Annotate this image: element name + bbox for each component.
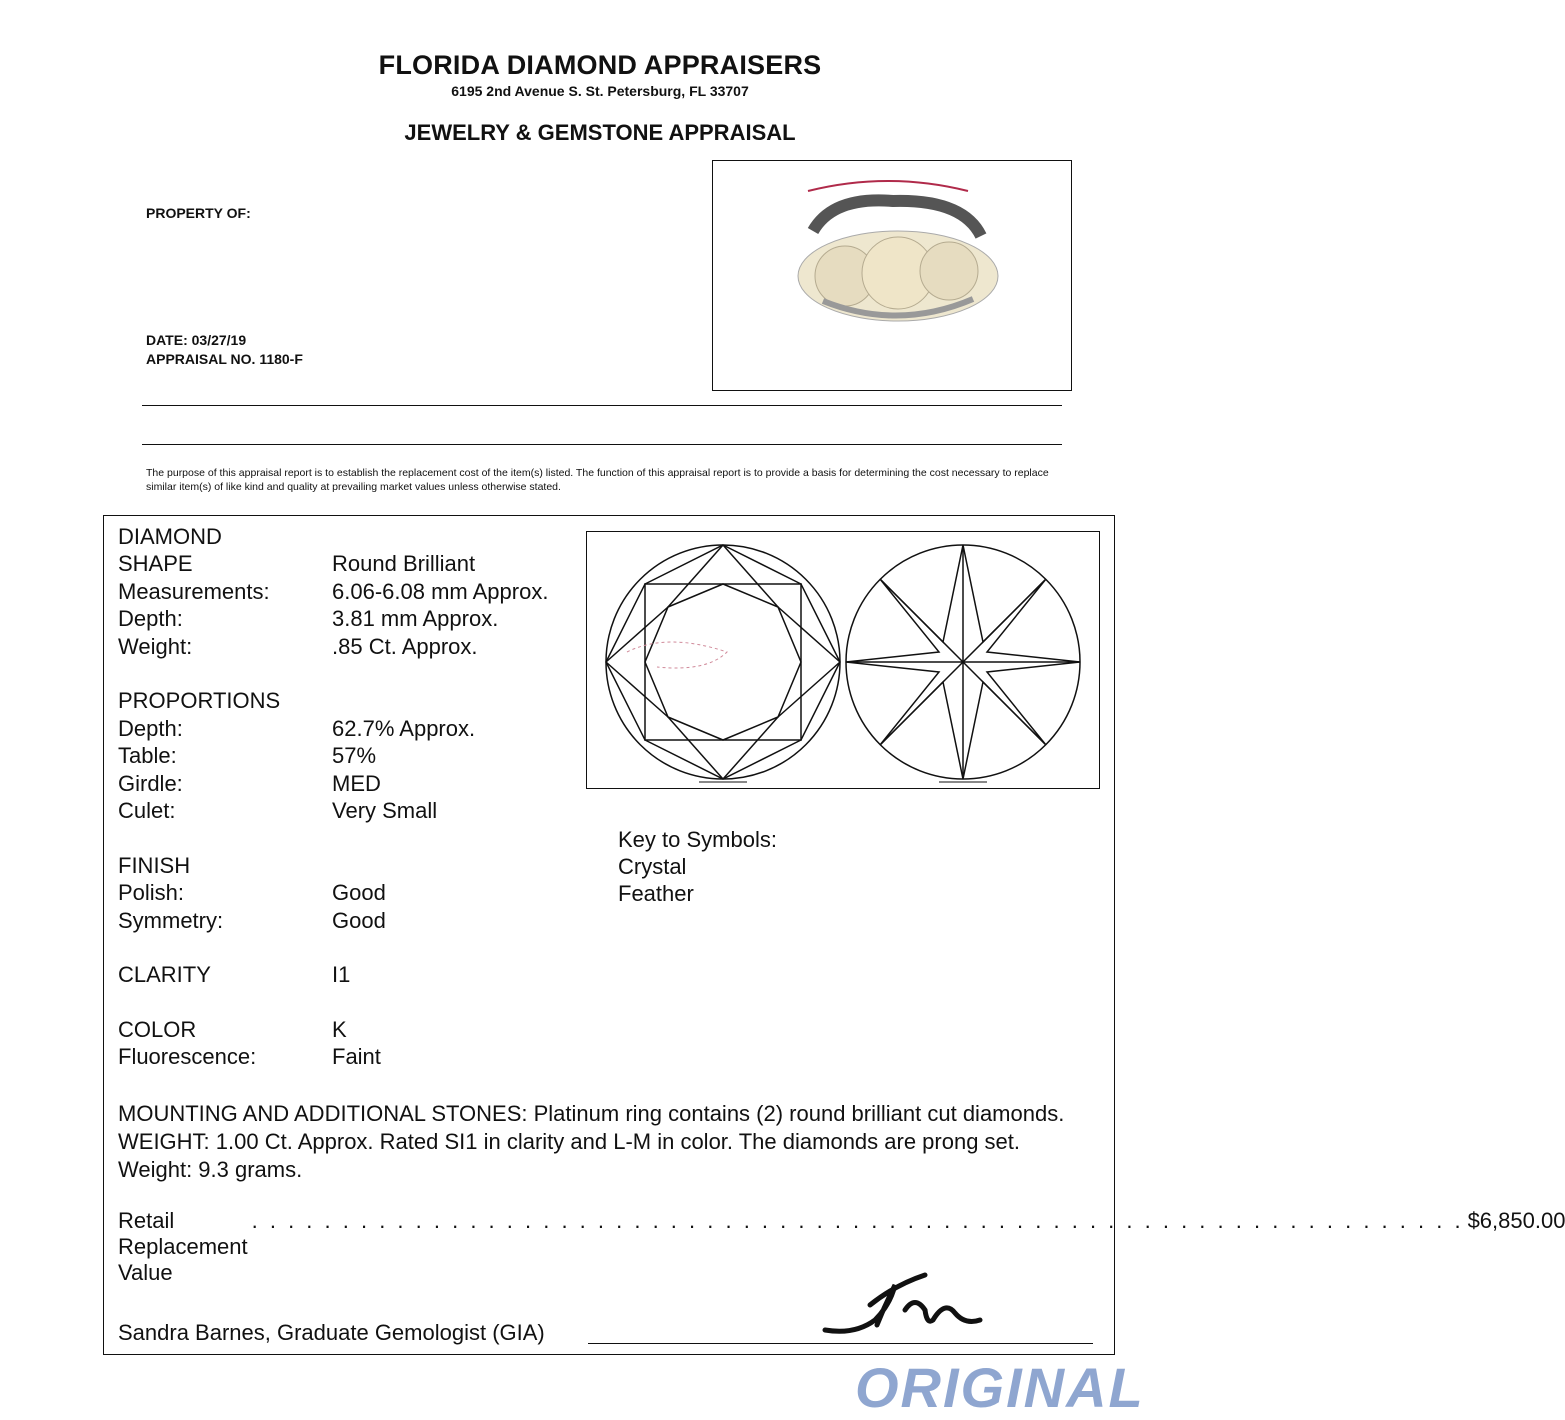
proportion-depth-row: Depth: 62.7% Approx. bbox=[118, 716, 476, 741]
purpose-statement: The purpose of this appraisal report is to establish the replacement cost of the item(s) listed. The function of this appraisal report is to provide a basis for determining the cost necessary to replace similar item(s) of like kind and quality at prevailing market values unless otherwise stated. bbox=[146, 467, 1049, 493]
company-name: FLORIDA DIAMOND APPRAISERS bbox=[378, 50, 822, 80]
key-heading: Key to Symbols: bbox=[618, 827, 777, 852]
weight-value: .85 Ct. Approx. bbox=[332, 634, 478, 659]
symbol-key bbox=[618, 826, 777, 907]
polish-row: Polish: Good bbox=[118, 880, 386, 905]
blank-line bbox=[142, 405, 1062, 406]
depth-row: Depth: 3.81 mm Approx. bbox=[118, 606, 499, 631]
finish-heading: FINISH bbox=[118, 853, 191, 878]
measurements-row: Measurements: 6.06-6.08 mm Approx. bbox=[118, 579, 549, 604]
symmetry-value: Good bbox=[332, 908, 386, 933]
fluorescence-value: Faint bbox=[332, 1044, 381, 1069]
color-row: COLOR K bbox=[118, 1017, 347, 1042]
culet-value: Very Small bbox=[332, 798, 438, 823]
key-item-crystal: Crystal bbox=[618, 854, 687, 879]
diamond-heading: DIAMOND bbox=[118, 524, 222, 549]
table-value: 57% bbox=[332, 743, 377, 768]
depth-value: 3.81 mm Approx. bbox=[332, 606, 499, 631]
color-value: K bbox=[332, 1017, 347, 1042]
girdle-row: Girdle: MED bbox=[118, 771, 381, 796]
weight-row: Weight: .85 Ct. Approx. bbox=[118, 634, 478, 659]
appraisal-number: APPRAISAL NO. 1180-F bbox=[146, 351, 303, 367]
proportion-depth-value: 62.7% Approx. bbox=[332, 716, 476, 741]
document-title: JEWELRY & GEMSTONE APPRAISAL bbox=[404, 120, 796, 145]
retail-label: Retail Replacement Value bbox=[118, 1208, 248, 1285]
handwritten-signature bbox=[815, 1265, 985, 1345]
symmetry-row: Symmetry: Good bbox=[118, 908, 386, 933]
leader-dots: . . . . . . . . . . . . . . . . . . . . . . . . . . . . . . . . . . . . . . . . . . . . . . . . . . . . . . . . . . . . . . . . . . . bbox=[251, 1208, 1464, 1233]
girdle-value: MED bbox=[332, 771, 381, 796]
pavilion-view bbox=[846, 545, 1080, 779]
mounting-description: MOUNTING AND ADDITIONAL STONES: Platinum ring contains (2) round brilliant cut diamonds. WEIGHT: 1.00 Ct. Approx. Rated SI1 in clarity and L-M in color. The diamonds are prong set. Weight: 9.3 grams. bbox=[118, 1101, 1065, 1182]
clarity-row: CLARITY I1 bbox=[118, 962, 351, 987]
polish-value: Good bbox=[332, 880, 386, 905]
fluorescence-row: Fluorescence: Faint bbox=[118, 1044, 381, 1069]
table-row: Table: 57% bbox=[118, 743, 377, 768]
shape-row: SHAPE Round Brilliant bbox=[118, 551, 476, 576]
retail-value: $6,850.00 bbox=[1467, 1208, 1565, 1233]
clarity-value: I1 bbox=[332, 962, 351, 987]
measurements-value: 6.06-6.08 mm Approx. bbox=[332, 579, 549, 604]
shape-value: Round Brilliant bbox=[332, 551, 476, 576]
appraisal-date: DATE: 03/27/19 bbox=[146, 332, 247, 348]
ring-photo bbox=[712, 160, 1072, 391]
original-stamp: ORIGINAL bbox=[855, 1356, 1145, 1419]
gemologist-name: Sandra Barnes, Graduate Gemologist (GIA) bbox=[118, 1320, 545, 1345]
culet-row: Culet: Very Small bbox=[118, 798, 438, 823]
blank-line bbox=[142, 444, 1062, 445]
crown-view bbox=[606, 545, 840, 779]
key-item-feather: Feather bbox=[618, 881, 694, 906]
diamond-plot-diagram bbox=[586, 531, 1100, 789]
company-address: 6195 2nd Avenue S. St. Petersburg, FL 33707 bbox=[451, 83, 749, 99]
property-of-label: PROPERTY OF: bbox=[146, 205, 251, 221]
proportions-heading: PROPORTIONS bbox=[118, 688, 281, 713]
